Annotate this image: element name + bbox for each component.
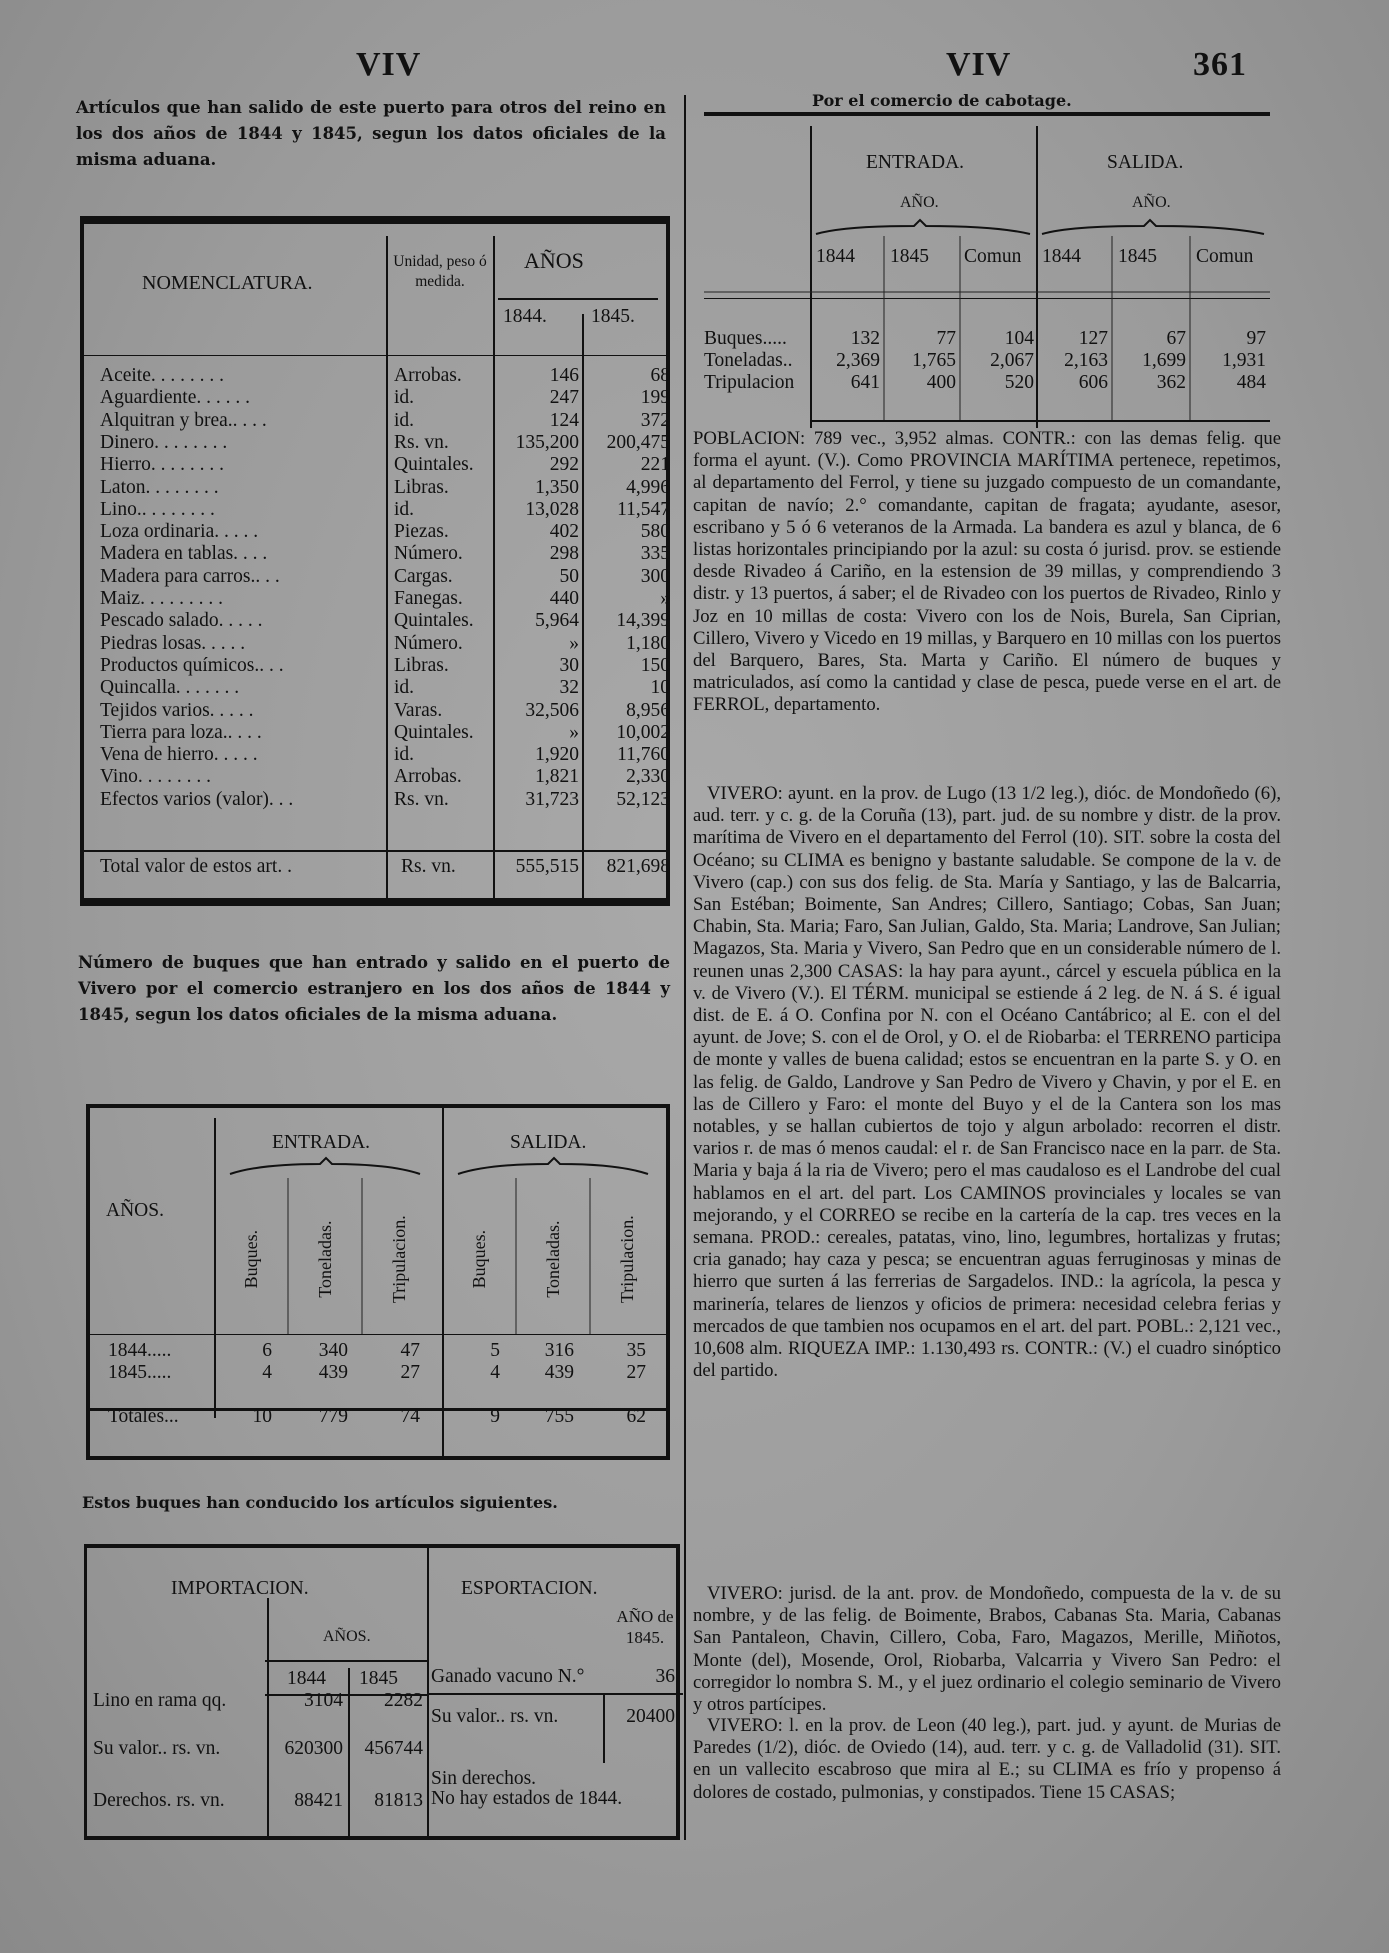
- item-1845: 68: [650, 365, 670, 386]
- item-unit: Cargas.: [394, 565, 453, 587]
- item-unit: Rs. vn.: [394, 431, 449, 453]
- item-unit: id.: [394, 409, 415, 431]
- item-unit: Libras.: [394, 476, 449, 498]
- cab-cell: 1,765: [912, 350, 956, 371]
- item-name: Quincalla. . . . . . .: [100, 677, 240, 699]
- cab-col-4: 1845: [1118, 246, 1157, 267]
- ships-cell: 340: [318, 1340, 348, 1361]
- cab-row-label: Toneladas..: [704, 350, 793, 371]
- item-unit: Número.: [394, 632, 463, 654]
- item-name: Vino. . . . . . . .: [100, 766, 211, 788]
- item-name: Madera en tablas. . . .: [100, 543, 268, 565]
- ships-cell: 4: [262, 1362, 272, 1383]
- item-name: Vena de hierro. . . . .: [100, 744, 258, 766]
- item-1845: 300: [640, 565, 670, 587]
- ships-cell: 316: [544, 1340, 574, 1361]
- ships-total-cell: 755: [544, 1406, 574, 1427]
- item-name: Tejidos varios. . . . .: [100, 699, 254, 721]
- item-1845: 8,956: [626, 699, 670, 721]
- col-unit: Unidad, peso ó medida.: [393, 253, 487, 290]
- item-name: Alquitran y brea.. . . .: [100, 409, 267, 431]
- item-name: Dinero. . . . . . . .: [100, 431, 228, 453]
- item-name: Lino.. . . . . . . .: [100, 498, 215, 520]
- item-1844: 440: [549, 588, 579, 609]
- item-1844: 32: [559, 677, 579, 699]
- item-1844: 1,821: [535, 766, 579, 788]
- cab-cell: 104: [1004, 328, 1034, 349]
- item-1845: 221: [640, 454, 670, 476]
- paragraph-vivero-leon: VIVERO: l. en la prov. de Leon (40 leg.), part. jud. y ayunt. de Murias de Paredes (1/2), dióc. de Oviedo (14), aud. terr. y c. g. de Valladolid (31). SIT. en un vallecito escabroso que mira al E.; su CLIMA es frío y propenso á dolores de costado, pulmonias, y constipados. Tiene 15 CASAS;: [693, 1715, 1281, 1803]
- cab-col-5: Comun: [1196, 246, 1254, 267]
- item-1845: 52,123: [616, 788, 670, 810]
- col-esportacion: ESPORTACION.: [461, 1578, 598, 1599]
- item-name: Tierra para loza.. . . .: [100, 721, 262, 743]
- item-1844: 135,200: [515, 431, 579, 453]
- ships-total-cell: 779: [318, 1406, 348, 1427]
- page-number: 361: [1193, 46, 1247, 83]
- ships-cell: 439: [318, 1362, 348, 1383]
- item-unit: id.: [394, 387, 415, 409]
- item-1845: 14,399: [616, 610, 670, 632]
- import-label: Derechos. rs. vn.: [93, 1790, 225, 1811]
- cab-row-label: Buques.....: [704, 328, 787, 349]
- header-center: VIV: [946, 46, 1012, 83]
- cab-cell: 1,931: [1222, 350, 1266, 371]
- import-1845: 456744: [364, 1738, 423, 1759]
- item-1845: 199: [640, 387, 670, 409]
- item-1844: 146: [549, 365, 579, 386]
- item-unit: Arrobas.: [394, 766, 462, 788]
- cab-row-label: Tripulacion: [704, 372, 795, 393]
- ships-cell: 47: [400, 1340, 420, 1361]
- cab-cell: 520: [1004, 372, 1034, 393]
- col-importacion: IMPORTACION.: [171, 1578, 309, 1599]
- import-label: Su valor.. rs. vn.: [93, 1738, 221, 1759]
- ships-cell: 27: [400, 1362, 420, 1383]
- item-name: Hierro. . . . . . . .: [100, 454, 225, 476]
- col-anos-imp: AÑOS.: [323, 1628, 371, 1645]
- item-1844: 31,723: [525, 788, 579, 810]
- item-unit: Piezas.: [394, 521, 449, 543]
- ships-cell: 6: [262, 1340, 272, 1361]
- item-1845: »: [660, 588, 670, 609]
- paragraph-vivero-ayunt: VIVERO: ayunt. en la prov. de Lugo (13 1/2 leg.), dióc. de Mondoñedo (6), aud. terr. y c. g. de la Coruña (13), part. jud. de su nombre y distr. de la prov. marítima de Vivero en el departamento del Ferrol (10). SIT. sobre la costa del Océano; su CLIMA es benigno y bastante saludable. Se compone de la v. de Vivero (cap.) con sus dos felig. de Sta. María y Santiago, y las de Balcarria, San Estéban; Boimente, San Andres; Cillero, Santiago; Cobas, San Juan; Chabin, Sta. Maria; Faro, San Julian, Galdo, Sta. Maria; Landrove, San Julian; Magazos, Sta. Maria y Vivero, San Pedro que en un considerable número de l. reunen unas 2,300 CASAS: la hay para ayunt., cárcel y escuela pública en la v. de Vivero (V.). El TÉRM. municipal se estiende á 2 leg. de N. á S. é igual dist. de E. á O. Confina por N. con el Océano Cantábrico; al E. con el del ayunt. de Jove; S. con el de Orol, y O. el de Riobarba: el TERRENO participa de monte y valles de buena calidad; estos se encuentran en la parte S. y O. en las felig. de Galdo, Landrove y San Pedro de Vivero y Chavin, y por el E. en las de Cillero y Faro: el monte del Buyo y el de la Cantera son los mas notables, y se hallan cubiertos de tojo y algun arbolado: recorren el distr. varios r. de mas ó menos caudal: el r. de San Francisco nace en la parr. de Sta. Maria y baja á la ria de Vivero; pero el mas caudaloso es el Landrobe del cual hablamos en el art. del part. Los CAMINOS provinciales y locales se van mejorando, y el CORREO se recibe en la cartería de la cap. tres veces en la semana. PROD.: cereales, patatas, vino, lino, legumbres, hortalizas y frutas; cria ganado; hay caza y pesca; se encuentran aguas ferruginosas y minas de hierro que surten á las ferrerias de Sargadelos. IND.: la agrícola, la pesca y marinería, telares de lienzos y oficios de primera: necesidad celebra ferias y mercados de que tambien nos ocupamos en el art. del part. POBL.: 2,121 vec., 10,608 alm. RIQUEZA IMP.: 1.130,493 rs. CONTR.: (V.) el cuadro sinóptico del partido.: [693, 783, 1281, 1382]
- col-header-3: Buques.: [468, 1229, 489, 1289]
- cab-col-1: 1845: [890, 246, 929, 267]
- cabotage-table: [704, 112, 1270, 418]
- item-name: Pescado salado. . . . .: [100, 610, 263, 632]
- import-1845: 81813: [374, 1790, 423, 1811]
- export-label: No hay estados de 1844.: [431, 1788, 623, 1809]
- exports-title: Artículos que han salido de este puerto para otros del reino en los dos años de 1844 y 1845, segun los datos oficiales de la misma aduana.: [76, 98, 666, 169]
- item-1844: 1,920: [535, 744, 579, 766]
- total-label: Total valor de estos art. .: [100, 856, 292, 877]
- cab-col-0: 1844: [816, 246, 855, 267]
- col-ano-salida: AÑO.: [1132, 194, 1171, 211]
- ships-total-cell: 74: [400, 1406, 420, 1427]
- ships-cell: 27: [626, 1362, 646, 1383]
- cab-cell: 132: [850, 328, 880, 349]
- cab-cell: 606: [1078, 372, 1108, 393]
- export-value: 20400: [626, 1706, 675, 1727]
- exports-table: [80, 216, 670, 906]
- item-1845: 580: [640, 521, 670, 543]
- item-unit: Quintales.: [394, 721, 474, 743]
- ships-title: [78, 950, 670, 1028]
- item-1845: 200,475: [606, 431, 670, 453]
- total-unit: Rs. vn.: [401, 856, 456, 877]
- col-ano-exp: AÑO de 1845.: [616, 1607, 674, 1647]
- col-ano-entrada: AÑO.: [900, 194, 939, 211]
- goods-table: [84, 1544, 680, 1840]
- ships-cell: 439: [544, 1362, 574, 1383]
- ships-table: [86, 1104, 670, 1460]
- col-years: AÑOS: [524, 248, 584, 273]
- ships-cell: 35: [626, 1340, 646, 1361]
- ships-total-cell: 62: [626, 1406, 646, 1427]
- col-header-1: Toneladas.: [314, 1220, 335, 1298]
- item-name: Laton. . . . . . . .: [100, 476, 219, 498]
- cab-col-2: Comun: [964, 246, 1022, 267]
- export-label: Sin derechos.: [431, 1768, 537, 1789]
- export-label: Ganado vacuno N.°: [431, 1666, 585, 1687]
- ships-total-cell: 10: [252, 1406, 272, 1427]
- item-unit: Varas.: [394, 699, 443, 721]
- import-label: Lino en rama qq.: [93, 1690, 227, 1711]
- item-unit: id.: [394, 498, 415, 520]
- item-1844: 32,506: [525, 699, 579, 721]
- col-anos: AÑOS.: [106, 1200, 164, 1221]
- item-1844: 124: [549, 409, 579, 431]
- col-header-2: Tripulacion.: [388, 1215, 409, 1304]
- ships-total-cell: 9: [490, 1406, 500, 1427]
- col-imp-1845: 1845: [359, 1668, 398, 1689]
- ships-total-label: Totales...: [108, 1406, 179, 1427]
- total-1845: 821,698: [606, 856, 670, 877]
- item-1845: 335: [640, 543, 670, 565]
- ships-year: 1845.....: [108, 1362, 172, 1383]
- col-header-4: Toneladas.: [542, 1220, 563, 1298]
- col-salida: SALIDA.: [510, 1132, 587, 1153]
- item-1845: 11,760: [617, 744, 670, 766]
- item-1845: 10: [650, 677, 670, 699]
- col-nomenclatura: NOMENCLATURA.: [142, 272, 313, 294]
- item-name: Maiz. . . . . . . . .: [100, 588, 223, 609]
- item-name: Madera para carros.. . .: [100, 565, 280, 587]
- item-1844: 13,028: [525, 498, 579, 520]
- import-1844: 620300: [284, 1738, 343, 1759]
- cab-cell: 484: [1236, 372, 1266, 393]
- item-1844: 292: [549, 454, 579, 476]
- item-1844: »: [569, 721, 579, 743]
- cab-cell: 641: [850, 372, 880, 393]
- header-left: VIV: [356, 46, 422, 83]
- import-1845: 2282: [384, 1690, 423, 1711]
- import-1844: 3104: [304, 1690, 343, 1711]
- paragraph-vivero-jurisd: VIVERO: jurisd. de la ant. prov. de Mondoñedo, compuesta de la v. de su nombre, y de las felig. de Boimente, Brabos, Cabanas Sta. Maria, Cabanas San Pantaleon, Chavin, Cillero, Coba, Faro, Magazos, Merille, Miñotos, Monte (del), Mosende, Orol, Riobarba, Valcarria y Vivero San Pedro: el corregidor lo nombra S. M., y el juez ordinario el colegio seminario de Vivero y otros partícipes.: [693, 1583, 1281, 1716]
- cab-cell: 362: [1156, 372, 1186, 393]
- item-name: Aceite. . . . . . . .: [100, 365, 225, 386]
- item-unit: Fanegas.: [394, 588, 463, 609]
- cab-cell: 1,699: [1142, 350, 1186, 371]
- ships-cell: 5: [490, 1340, 500, 1361]
- ships-title-text: Número de buques que han entrado y salido en el puerto de Vivero por el comercio estranjero en los dos años de 1844 y 1845, segun los datos oficiales de la misma aduana.: [78, 953, 670, 1024]
- cab-cell: 2,163: [1064, 350, 1108, 371]
- cab-cell: 2,067: [990, 350, 1034, 371]
- total-1844: 555,515: [515, 856, 579, 877]
- item-1844: 1,350: [535, 476, 579, 498]
- item-1844: 5,964: [535, 610, 579, 632]
- item-unit: Quintales.: [394, 610, 474, 632]
- cab-cell: 77: [936, 328, 956, 349]
- cab-cell: 67: [1166, 328, 1186, 349]
- cab-col-3: 1844: [1042, 246, 1081, 267]
- item-1845: 1,180: [626, 632, 670, 654]
- item-name: Productos químicos.. . .: [100, 654, 284, 676]
- cab-cell: 400: [926, 372, 956, 393]
- item-name: Efectos varios (valor). . .: [100, 788, 294, 810]
- cab-cell: 2,369: [836, 350, 880, 371]
- col-entrada: ENTRADA.: [272, 1132, 371, 1153]
- item-1844: »: [569, 632, 579, 654]
- item-name: Piedras losas. . . . .: [100, 632, 246, 654]
- item-1844: 50: [559, 565, 579, 587]
- col-salida-cab: SALIDA.: [1107, 152, 1184, 173]
- ships-year: 1844.....: [108, 1340, 172, 1361]
- item-1844: 247: [549, 387, 579, 409]
- item-unit: id.: [394, 677, 415, 699]
- col-1844: 1844.: [503, 306, 547, 327]
- ships-cell: 4: [490, 1362, 500, 1383]
- col-entrada-cab: ENTRADA.: [866, 152, 965, 173]
- column-divider: [684, 95, 686, 1840]
- col-1845: 1845.: [591, 306, 635, 327]
- item-unit: Número.: [394, 543, 463, 565]
- item-1845: 372: [640, 409, 670, 431]
- cab-cell: 127: [1078, 328, 1108, 349]
- item-unit: id.: [394, 744, 415, 766]
- goods-title: Estos buques han conducido los artículos siguientes.: [82, 1493, 558, 1512]
- export-label: Su valor.. rs. vn.: [431, 1706, 559, 1727]
- col-header-5: Tripulacion.: [616, 1215, 637, 1304]
- item-1844: 30: [559, 654, 579, 676]
- import-1844: 88421: [294, 1790, 343, 1811]
- item-unit: Libras.: [394, 654, 449, 676]
- item-name: Loza ordinaria. . . . .: [100, 521, 259, 543]
- cabotage-title: Por el comercio de cabotage.: [812, 91, 1072, 110]
- item-1844: 402: [549, 521, 579, 543]
- col-imp-1844: 1844: [287, 1668, 326, 1689]
- item-1845: 150: [640, 654, 670, 676]
- cab-cell: 97: [1246, 328, 1266, 349]
- item-unit: Rs. vn.: [394, 788, 449, 810]
- paragraph-poblacion: POBLACION: 789 vec., 3,952 almas. CONTR.: con las demas felig. que forma el ayunt. (V.). Como PROVINCIA MARÍTIMA pertenece, repetimos, al departamento del Ferrol, y tiene su juzgado compuesto de un comandante, capitan de navío; 2.° comandante, capitan de fragata; ayudante, asesor, escribano y 5 ó 6 veteranos de la Armada. La bandera es azul y blanca, de 6 listas horizontales principiando por la azul: su costa ó jurisd. prov. se estiende desde Rivadeo á Cariño, en la estension de 39 millas, y comprendiendo 3 distr. y 13 puertos, á saber; el de Rivadeo con los puertos de Rivadeo, Rinlo y Joz en 10 millas de costa: Vivero con los de Nois, Burela, San Ciprian, Cillero, Vivero y Vicedo en 19 millas, y Barquero en 10 millas con los puertos del Barquero, Bares, Sta. Marta y Cariño. El número de buques y matriculados, así como la cantidad y clase de pesca, puede verse en el art. de FERROL, departamento.: [693, 428, 1281, 716]
- item-1845: 4,996: [626, 476, 670, 498]
- item-1844: 298: [549, 543, 579, 565]
- col-header-0: Buques.: [240, 1229, 261, 1289]
- export-value: 36: [655, 1666, 675, 1687]
- item-unit: Arrobas.: [394, 365, 462, 386]
- item-name: Aguardiente. . . . . .: [100, 387, 251, 409]
- item-1845: 2,330: [626, 766, 670, 788]
- item-1845: 11,547: [617, 498, 670, 520]
- item-unit: Quintales.: [394, 454, 474, 476]
- item-1845: 10,002: [616, 721, 670, 743]
